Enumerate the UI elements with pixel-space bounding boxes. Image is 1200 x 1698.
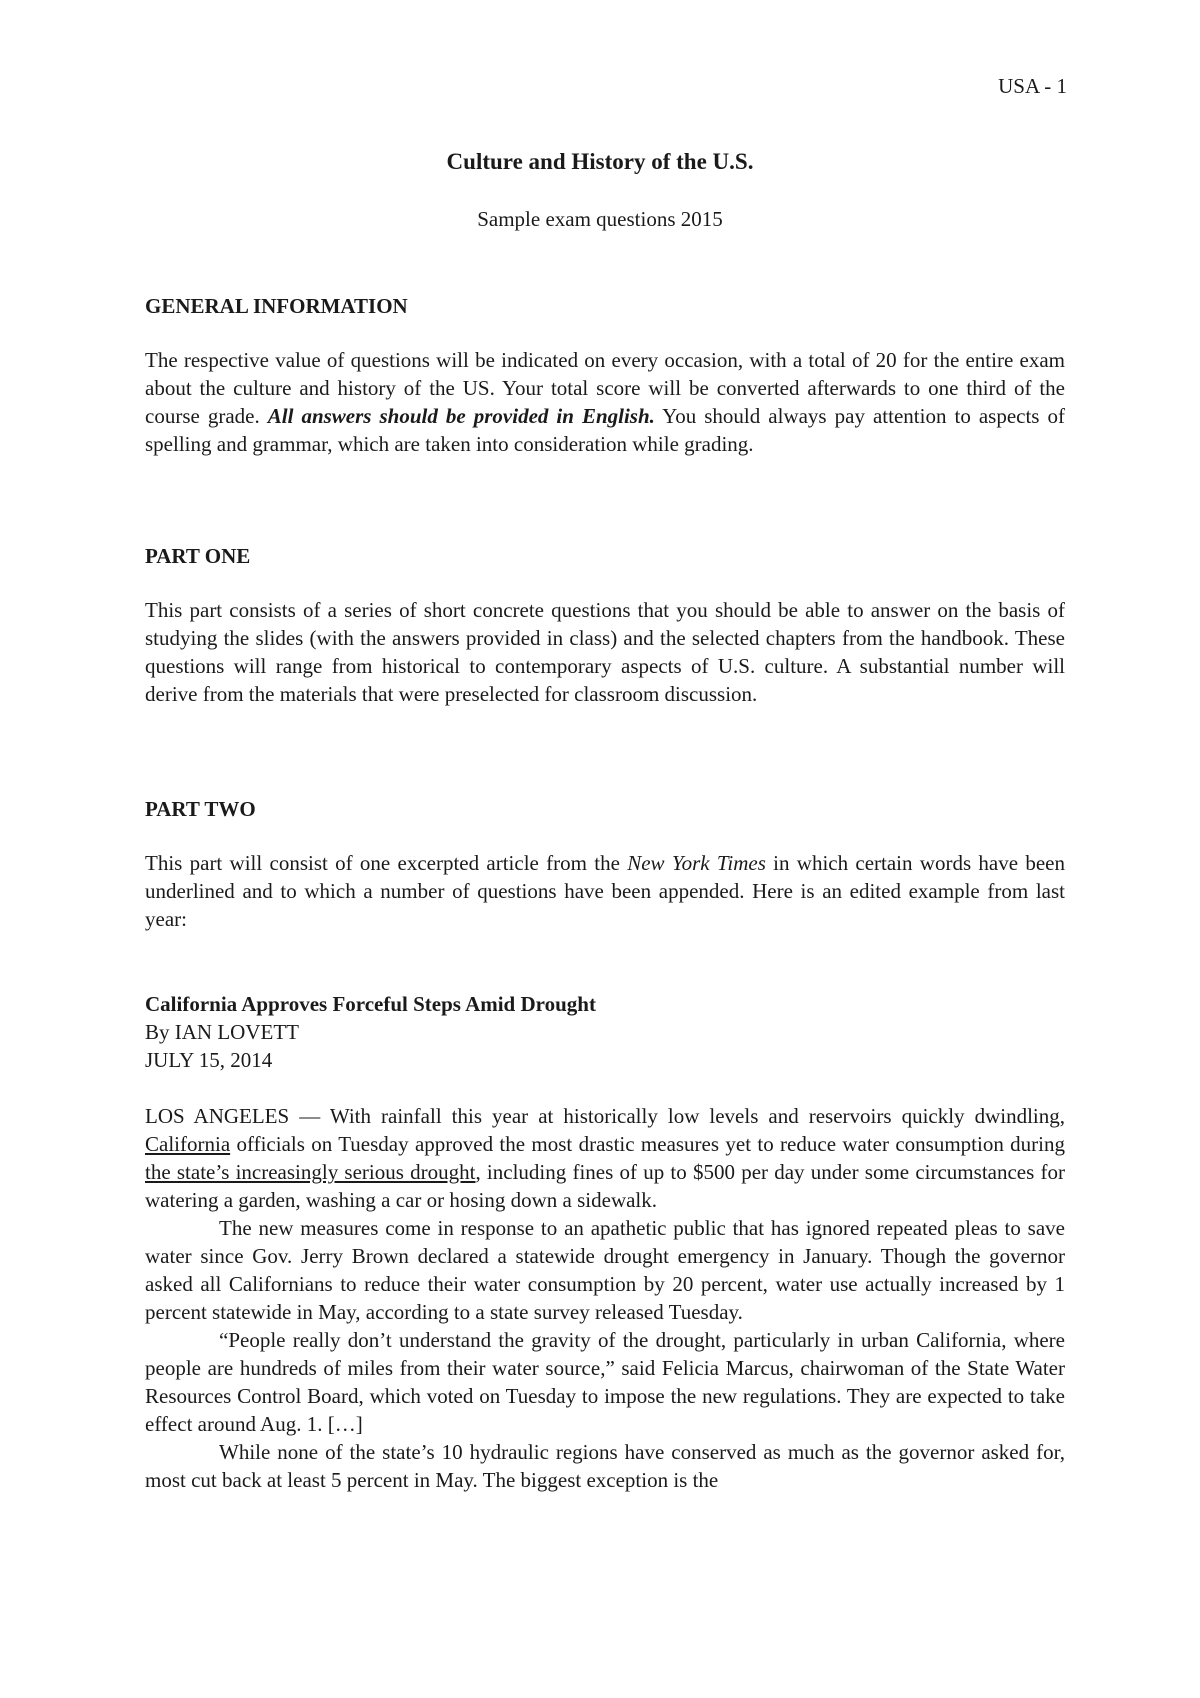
part-two-heading: PART TWO (145, 797, 256, 821)
article-paragraph-1-part-2: officials on Tuesday approved the most drastic measures yet to reduce water consumption during (230, 1132, 1065, 1156)
underlined-term-drought: the state’s increasingly serious drought (145, 1160, 476, 1184)
general-information-section (145, 292, 1065, 458)
page-number: USA - 1 (998, 74, 1067, 98)
general-information-text (145, 346, 1065, 458)
general-information-text-part-2: You should always pay attention to aspects of spelling and grammar, which are taken into consideration while grading. (145, 404, 1065, 456)
document-subtitle: Sample exam questions 2015 (477, 207, 723, 231)
document-title: Culture and History of the U.S. (446, 149, 754, 174)
part-one-section (145, 542, 1065, 708)
article-byline: By IAN LOVETT (145, 1020, 299, 1044)
part-two-text-part-2: in which certain words have been underlined and to which a number of questions have been appended. Here is an edited example from last year: (145, 851, 1065, 931)
article-paragraph-1-part-3: , including fines of up to $500 per day under some circumstances for watering a garden, washing a car or hosing down a sidewalk. (145, 1160, 1065, 1212)
part-one-text: This part consists of a series of short concrete questions that you should be able to answer on the basis of studying the slides (with the answers provided in class) and the selected chapters from the handbook. These questions will range from historical to contemporary aspects of U.S. culture. A substantial number will derive from the materials that were preselected for classroom discussion. (145, 598, 1065, 706)
article-paragraph-4: While none of the state’s 10 hydraulic regions have conserved as much as the governor asked for, most cut back at least 5 percent in May. The biggest exception is the (145, 1440, 1065, 1492)
newspaper-name: New York Times (627, 851, 766, 875)
general-information-text-part-1: The respective value of questions will be indicated on every occasion, with a total of 20 for the entire exam about the culture and history of the US. Your total score will be converted afterwards to one third of the course grade. (145, 348, 1065, 428)
part-two-section (145, 795, 1065, 933)
underlined-term-california: California (145, 1132, 231, 1156)
part-one-heading: PART ONE (145, 544, 251, 568)
article-paragraph-1-part-1: LOS ANGELES — With rainfall this year at historically low levels and reservoirs quickly dwindling, (145, 1104, 1065, 1128)
article-paragraph-1 (145, 1102, 1065, 1214)
part-two-text (145, 849, 1065, 933)
article-title: California Approves Forceful Steps Amid Drought (145, 992, 596, 1016)
general-information-heading: GENERAL INFORMATION (145, 294, 408, 318)
article-excerpt (145, 990, 1065, 1494)
article-date: JULY 15, 2014 (145, 1048, 273, 1072)
article-paragraph-2: The new measures come in response to an apathetic public that has ignored repeated pleas to save water since Gov. Jerry Brown declared a statewide drought emergency in January. Though the governor asked all Californians to reduce their water consumption by 20 percent, water use actually increased by 1 percent statewide in May, according to a state survey released Tuesday. (145, 1216, 1065, 1324)
article-paragraph-3: “People really don’t understand the gravity of the drought, particularly in urban California, where people are hundreds of miles from their water source,” said Felicia Marcus, chairwoman of the State Water Resources Control Board, which voted on Tuesday to impose the new regulations. They are expected to take effect around Aug. 1. […] (145, 1328, 1065, 1436)
part-two-text-part-1: This part will consist of one excerpted article from the (145, 851, 628, 875)
english-requirement-emphasis: All answers should be provided in English. (267, 404, 655, 428)
